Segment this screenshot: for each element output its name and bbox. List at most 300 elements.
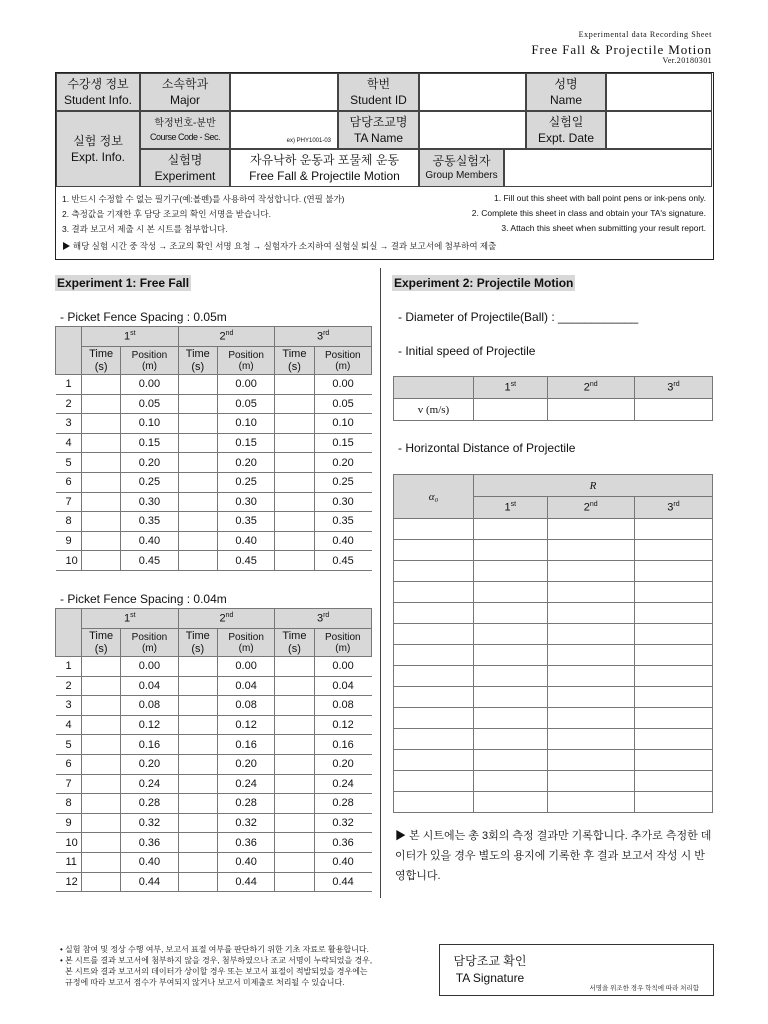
time-cell[interactable]: [178, 872, 217, 892]
time-cell[interactable]: [82, 492, 121, 512]
position-col-header: Position (m): [314, 347, 371, 375]
position-cell: 0.00: [217, 375, 274, 395]
position-cell: 0.44: [121, 872, 178, 892]
alpha-cell[interactable]: [394, 771, 474, 792]
position-cell: 0.00: [314, 375, 371, 395]
position-cell: 0.44: [314, 872, 371, 892]
row-index: 6: [56, 754, 82, 774]
position-cell: 0.08: [314, 696, 371, 716]
distance-cell[interactable]: [474, 750, 548, 771]
distance-cell[interactable]: [474, 792, 548, 813]
alpha-cell[interactable]: [394, 582, 474, 603]
exp1-spacing-2: - Picket Fence Spacing : 0.04m: [60, 592, 227, 606]
speed-cell[interactable]: [547, 399, 634, 421]
position-cell: 0.20: [121, 754, 178, 774]
time-cell[interactable]: [178, 375, 217, 395]
table-row: [394, 708, 713, 729]
distance-cell[interactable]: [474, 666, 548, 687]
table-row: [56, 394, 372, 414]
time-cell[interactable]: [275, 394, 314, 414]
position-cell: 0.40: [217, 852, 274, 872]
instruction-en-1: 1. Fill out this sheet with ball point pens or ink-pens only.: [494, 193, 706, 203]
trial-header: 2nd: [178, 609, 275, 629]
position-cell: 0.40: [314, 531, 371, 551]
table-row: [394, 687, 713, 708]
table-row: [56, 813, 372, 833]
row-index: 2: [56, 394, 82, 414]
ta-signature-label: 담당조교 확인 TA Signature: [453, 953, 527, 985]
row-index: 2: [56, 676, 82, 696]
time-cell[interactable]: [275, 852, 314, 872]
table-row: [56, 872, 372, 892]
table-row: [394, 624, 713, 645]
table-row: [56, 833, 372, 853]
expt-date-field[interactable]: [606, 111, 712, 149]
position-cell: 0.00: [314, 657, 371, 677]
distance-cell[interactable]: [634, 729, 712, 750]
distance-cell[interactable]: [474, 687, 548, 708]
alpha-cell[interactable]: [394, 708, 474, 729]
time-cell[interactable]: [178, 833, 217, 853]
alpha-cell[interactable]: [394, 645, 474, 666]
position-cell: 0.15: [314, 433, 371, 453]
initial-speed-label: - Initial speed of Projectile: [398, 344, 536, 358]
position-cell: 0.28: [314, 794, 371, 814]
row-index: 5: [56, 453, 82, 473]
table-row: [56, 715, 372, 735]
position-cell: 0.40: [314, 852, 371, 872]
info-block: [55, 72, 714, 260]
major-label: 소속학과 Major: [140, 73, 230, 111]
distance-cell[interactable]: [547, 645, 634, 666]
speed-label: v (m/s): [394, 399, 474, 421]
time-cell[interactable]: [178, 472, 217, 492]
time-cell[interactable]: [178, 813, 217, 833]
position-cell: 0.30: [217, 492, 274, 512]
footer-line-1: • 실험 참여 및 정상 수행 여부, 보고서 표절 여부를 판단하기 위한 기초 자료로 활용합니다.: [60, 945, 369, 954]
time-cell[interactable]: [275, 735, 314, 755]
position-cell: 0.15: [121, 433, 178, 453]
trial-header: 1st: [82, 327, 179, 347]
trial-header: 3rd: [275, 327, 372, 347]
table-row: [56, 794, 372, 814]
course-code-field[interactable]: ex) PHY1001-03: [230, 111, 338, 149]
time-cell[interactable]: [275, 754, 314, 774]
experiment-name: 자유낙하 운동과 포물체 운동 Free Fall & Projectile Motion: [230, 149, 419, 187]
instruction-ko-1: 1. 반드시 수정할 수 없는 필기구(예:볼펜)를 사용하여 작성합니다. (연필 불가): [62, 194, 345, 204]
position-cell: 0.16: [217, 735, 274, 755]
time-cell[interactable]: [82, 472, 121, 492]
position-cell: 0.20: [217, 754, 274, 774]
alpha-cell[interactable]: [394, 666, 474, 687]
time-cell[interactable]: [82, 813, 121, 833]
distance-cell[interactable]: [474, 771, 548, 792]
distance-cell[interactable]: [474, 708, 548, 729]
position-cell: 0.25: [217, 472, 274, 492]
table-row: [56, 472, 372, 492]
time-cell[interactable]: [82, 715, 121, 735]
footer-notice: [60, 944, 430, 988]
position-cell: 0.24: [217, 774, 274, 794]
row-index: 1: [56, 375, 82, 395]
horizontal-distance-label: - Horizontal Distance of Projectile: [398, 441, 576, 455]
row-index: 4: [56, 433, 82, 453]
distance-cell[interactable]: [634, 540, 712, 561]
position-cell: 0.35: [314, 512, 371, 532]
position-cell: 0.24: [314, 774, 371, 794]
alpha-cell[interactable]: [394, 750, 474, 771]
distance-cell[interactable]: [547, 750, 634, 771]
table-row: [394, 666, 713, 687]
time-cell[interactable]: [275, 551, 314, 571]
position-cell: 0.00: [121, 657, 178, 677]
distance-cell[interactable]: [634, 792, 712, 813]
time-cell[interactable]: [275, 472, 314, 492]
distance-trial-header: 1st: [474, 497, 548, 519]
instructions: [56, 186, 712, 259]
position-cell: 0.20: [314, 754, 371, 774]
distance-cell[interactable]: [547, 771, 634, 792]
time-cell[interactable]: [275, 531, 314, 551]
time-cell[interactable]: [275, 453, 314, 473]
time-cell[interactable]: [275, 375, 314, 395]
table-row: [56, 414, 372, 434]
position-cell: 0.32: [121, 813, 178, 833]
position-col-header: Position (m): [121, 629, 178, 657]
position-cell: 0.04: [121, 676, 178, 696]
distance-cell[interactable]: [474, 624, 548, 645]
time-col-header: Time (s): [178, 347, 217, 375]
instruction-en-3: 3. Attach this sheet when submitting your result report.: [501, 223, 706, 233]
table-row: [56, 754, 372, 774]
time-cell[interactable]: [275, 657, 314, 677]
position-cell: 0.10: [121, 414, 178, 434]
time-cell[interactable]: [82, 794, 121, 814]
speed-trial-header: 3rd: [634, 377, 712, 399]
time-cell[interactable]: [178, 394, 217, 414]
time-cell[interactable]: [178, 414, 217, 434]
position-cell: 0.35: [121, 512, 178, 532]
time-cell[interactable]: [275, 833, 314, 853]
exp1-spacing-1: - Picket Fence Spacing : 0.05m: [60, 310, 227, 324]
distance-cell[interactable]: [634, 519, 712, 540]
position-cell: 0.25: [314, 472, 371, 492]
diameter-label: - Diameter of Projectile(Ball) : ____________: [398, 310, 639, 324]
position-cell: 0.40: [217, 531, 274, 551]
distance-cell[interactable]: [474, 561, 548, 582]
time-cell[interactable]: [82, 551, 121, 571]
table-row: [56, 657, 372, 677]
row-index: 12: [56, 872, 82, 892]
group-members-label: 공동실험자 Group Members: [419, 149, 504, 187]
table-row: [394, 750, 713, 771]
trial-header: 1st: [82, 609, 179, 629]
table-row: [56, 676, 372, 696]
time-cell[interactable]: [82, 512, 121, 532]
distance-cell[interactable]: [547, 666, 634, 687]
row-index: 7: [56, 774, 82, 794]
time-cell[interactable]: [178, 492, 217, 512]
distance-cell[interactable]: [547, 540, 634, 561]
position-cell: 0.16: [121, 735, 178, 755]
time-cell[interactable]: [275, 813, 314, 833]
time-col-header: Time (s): [82, 347, 121, 375]
time-cell[interactable]: [178, 754, 217, 774]
distance-cell[interactable]: [547, 624, 634, 645]
position-cell: 0.04: [314, 676, 371, 696]
distance-cell[interactable]: [547, 792, 634, 813]
time-cell[interactable]: [82, 531, 121, 551]
distance-cell[interactable]: [547, 519, 634, 540]
table-row: [394, 519, 713, 540]
group-members-field[interactable]: [504, 149, 712, 187]
position-cell: 0.05: [217, 394, 274, 414]
position-cell: 0.24: [121, 774, 178, 794]
initial-speed-table: [393, 376, 713, 421]
alpha-cell[interactable]: [394, 603, 474, 624]
alpha-cell[interactable]: [394, 561, 474, 582]
footer-line-2: • 본 시트를 결과 보고서에 첨부하지 않을 경우, 첨부하였으나 조교 서명이 누락되었을 경우,: [60, 956, 373, 965]
speed-trial-header: 2nd: [547, 377, 634, 399]
distance-cell[interactable]: [474, 645, 548, 666]
distance-cell[interactable]: [547, 603, 634, 624]
position-cell: 0.12: [121, 715, 178, 735]
table-row: [394, 645, 713, 666]
position-cell: 0.40: [121, 852, 178, 872]
table-row: [56, 492, 372, 512]
table-row: [56, 453, 372, 473]
distance-cell[interactable]: [634, 624, 712, 645]
table-row: [394, 771, 713, 792]
distance-cell[interactable]: [474, 603, 548, 624]
time-cell[interactable]: [178, 852, 217, 872]
time-cell[interactable]: [178, 433, 217, 453]
position-cell: 0.30: [121, 492, 178, 512]
position-cell: 0.36: [121, 833, 178, 853]
instruction-ko-3: 3. 결과 보고서 제출 시 본 시트를 첨부합니다.: [62, 224, 228, 234]
row-index: 10: [56, 833, 82, 853]
time-cell[interactable]: [178, 715, 217, 735]
speed-trial-header: 1st: [474, 377, 548, 399]
time-cell[interactable]: [275, 696, 314, 716]
position-cell: 0.15: [217, 433, 274, 453]
distance-trial-header: 3rd: [634, 497, 712, 519]
alpha-cell[interactable]: [394, 687, 474, 708]
time-cell[interactable]: [82, 872, 121, 892]
row-index: 1: [56, 657, 82, 677]
row-index: 9: [56, 531, 82, 551]
table-row: [56, 551, 372, 571]
distance-cell[interactable]: [547, 708, 634, 729]
position-cell: 0.12: [217, 715, 274, 735]
trial-header: 2nd: [178, 327, 275, 347]
speed-header-blank: [394, 377, 474, 399]
time-cell[interactable]: [82, 696, 121, 716]
position-col-header: Position (m): [314, 629, 371, 657]
instruction-flow: ▶ 해당 실험 시간 중 작성 → 조교의 확인 서명 요청 → 실험자가 소지하여 실험실 퇴실 → 결과 보고서에 첨부하여 제출: [62, 241, 497, 251]
time-cell[interactable]: [82, 414, 121, 434]
expt-date-label: 실험일 Expt. Date: [526, 111, 606, 149]
position-cell: 0.10: [314, 414, 371, 434]
position-cell: 0.12: [314, 715, 371, 735]
time-cell[interactable]: [178, 657, 217, 677]
position-cell: 0.30: [314, 492, 371, 512]
distance-cell[interactable]: [634, 561, 712, 582]
row-index: 6: [56, 472, 82, 492]
position-cell: 0.36: [314, 833, 371, 853]
table-row: [394, 603, 713, 624]
free-fall-table-1: [55, 326, 372, 571]
table-row: [56, 433, 372, 453]
time-cell[interactable]: [178, 453, 217, 473]
time-cell[interactable]: [275, 433, 314, 453]
distance-cell[interactable]: [634, 750, 712, 771]
column-divider: [380, 268, 381, 898]
time-cell[interactable]: [178, 774, 217, 794]
position-cell: 0.35: [217, 512, 274, 532]
position-cell: 0.45: [314, 551, 371, 571]
time-cell[interactable]: [178, 794, 217, 814]
row-index: 3: [56, 696, 82, 716]
time-cell[interactable]: [82, 754, 121, 774]
time-cell[interactable]: [82, 774, 121, 794]
alpha-cell[interactable]: [394, 519, 474, 540]
student-id-field[interactable]: [419, 73, 526, 111]
time-cell[interactable]: [275, 872, 314, 892]
time-cell[interactable]: [82, 676, 121, 696]
speed-cell[interactable]: [634, 399, 712, 421]
sheet-type: Experimental data Recording Sheet: [578, 30, 712, 39]
position-cell: 0.40: [121, 531, 178, 551]
position-cell: 0.44: [217, 872, 274, 892]
row-index: 8: [56, 512, 82, 532]
ta-signature-box[interactable]: [439, 944, 714, 996]
time-cell[interactable]: [82, 394, 121, 414]
name-label: 성명 Name: [526, 73, 606, 111]
ta-name-field[interactable]: [419, 111, 526, 149]
row-index: 4: [56, 715, 82, 735]
distance-cell[interactable]: [474, 582, 548, 603]
time-cell[interactable]: [275, 512, 314, 532]
row-index: 8: [56, 794, 82, 814]
trial-header: 3rd: [275, 609, 372, 629]
time-cell[interactable]: [178, 531, 217, 551]
time-cell[interactable]: [82, 657, 121, 677]
time-cell[interactable]: [275, 676, 314, 696]
time-cell[interactable]: [275, 715, 314, 735]
name-field[interactable]: [606, 73, 712, 111]
position-cell: 0.32: [217, 813, 274, 833]
distance-cell[interactable]: [634, 645, 712, 666]
table-row: [56, 852, 372, 872]
horizontal-distance-table: [393, 474, 713, 813]
position-cell: 0.32: [314, 813, 371, 833]
time-cell[interactable]: [178, 512, 217, 532]
distance-trial-header: 2nd: [547, 497, 634, 519]
ta-name-label: 담당조교명 TA Name: [338, 111, 419, 149]
footer-line-4: 규정에 따라 보고서 점수가 부여되지 않거나 보고서 미제출로 처리될 수 있습니다.: [65, 978, 345, 987]
table-row: [56, 531, 372, 551]
position-cell: 0.08: [217, 696, 274, 716]
row-index: 11: [56, 852, 82, 872]
distance-cell[interactable]: [547, 561, 634, 582]
distance-cell[interactable]: [547, 582, 634, 603]
time-cell[interactable]: [275, 794, 314, 814]
position-cell: 0.20: [121, 453, 178, 473]
time-cell[interactable]: [275, 414, 314, 434]
time-cell[interactable]: [82, 453, 121, 473]
distance-cell[interactable]: [474, 540, 548, 561]
exp2-note: ▶ 본 시트에는 총 3회의 측정 결과만 기록합니다. 추가로 측정한 데이터가 있을 경우 별도의 용지에 기록한 후 결과 보고서 작성 시 반영합니다.: [395, 830, 712, 882]
position-cell: 0.36: [217, 833, 274, 853]
time-cell[interactable]: [178, 676, 217, 696]
position-cell: 0.25: [121, 472, 178, 492]
time-cell[interactable]: [275, 774, 314, 794]
distance-cell[interactable]: [634, 687, 712, 708]
time-cell[interactable]: [82, 433, 121, 453]
student-info-label: 수강생 정보 Student Info.: [56, 73, 140, 111]
table-row: [394, 540, 713, 561]
alpha-cell[interactable]: [394, 729, 474, 750]
table-row: [394, 729, 713, 750]
alpha-cell[interactable]: [394, 624, 474, 645]
distance-cell[interactable]: [634, 708, 712, 729]
time-col-header: Time (s): [275, 347, 314, 375]
instruction-ko-2: 2. 측정값을 기재한 후 담당 조교의 확인 서명을 받습니다.: [62, 209, 271, 219]
position-cell: 0.16: [314, 735, 371, 755]
position-cell: 0.20: [217, 453, 274, 473]
position-cell: 0.10: [217, 414, 274, 434]
table-row: [394, 792, 713, 813]
major-field[interactable]: [230, 73, 338, 111]
alpha-cell[interactable]: [394, 540, 474, 561]
instruction-en-2: 2. Complete this sheet in class and obtain your TA's signature.: [471, 208, 706, 218]
time-cell[interactable]: [178, 551, 217, 571]
alpha-header: α₀: [394, 475, 474, 519]
row-index: 10: [56, 551, 82, 571]
position-cell: 0.45: [217, 551, 274, 571]
distance-cell[interactable]: [634, 603, 712, 624]
table-row: [394, 561, 713, 582]
position-col-header: Position (m): [217, 347, 274, 375]
time-cell[interactable]: [82, 833, 121, 853]
table-row: [56, 375, 372, 395]
time-cell[interactable]: [82, 735, 121, 755]
table-row: [394, 582, 713, 603]
time-cell[interactable]: [82, 852, 121, 872]
time-cell[interactable]: [275, 492, 314, 512]
position-cell: 0.08: [121, 696, 178, 716]
time-cell[interactable]: [178, 696, 217, 716]
time-cell[interactable]: [178, 735, 217, 755]
exp2-title: Experiment 2: Projectile Motion: [394, 276, 574, 290]
time-cell[interactable]: [82, 375, 121, 395]
position-cell: 0.28: [121, 794, 178, 814]
position-cell: 0.05: [314, 394, 371, 414]
distance-cell[interactable]: [547, 687, 634, 708]
time-col-header: Time (s): [178, 629, 217, 657]
distance-cell[interactable]: [474, 729, 548, 750]
distance-cell[interactable]: [634, 771, 712, 792]
alpha-cell[interactable]: [394, 792, 474, 813]
speed-cell[interactable]: [474, 399, 548, 421]
time-col-header: Time (s): [82, 629, 121, 657]
distance-cell[interactable]: [547, 729, 634, 750]
distance-cell[interactable]: [634, 666, 712, 687]
distance-cell[interactable]: [474, 519, 548, 540]
distance-cell[interactable]: [634, 582, 712, 603]
time-col-header: Time (s): [275, 629, 314, 657]
